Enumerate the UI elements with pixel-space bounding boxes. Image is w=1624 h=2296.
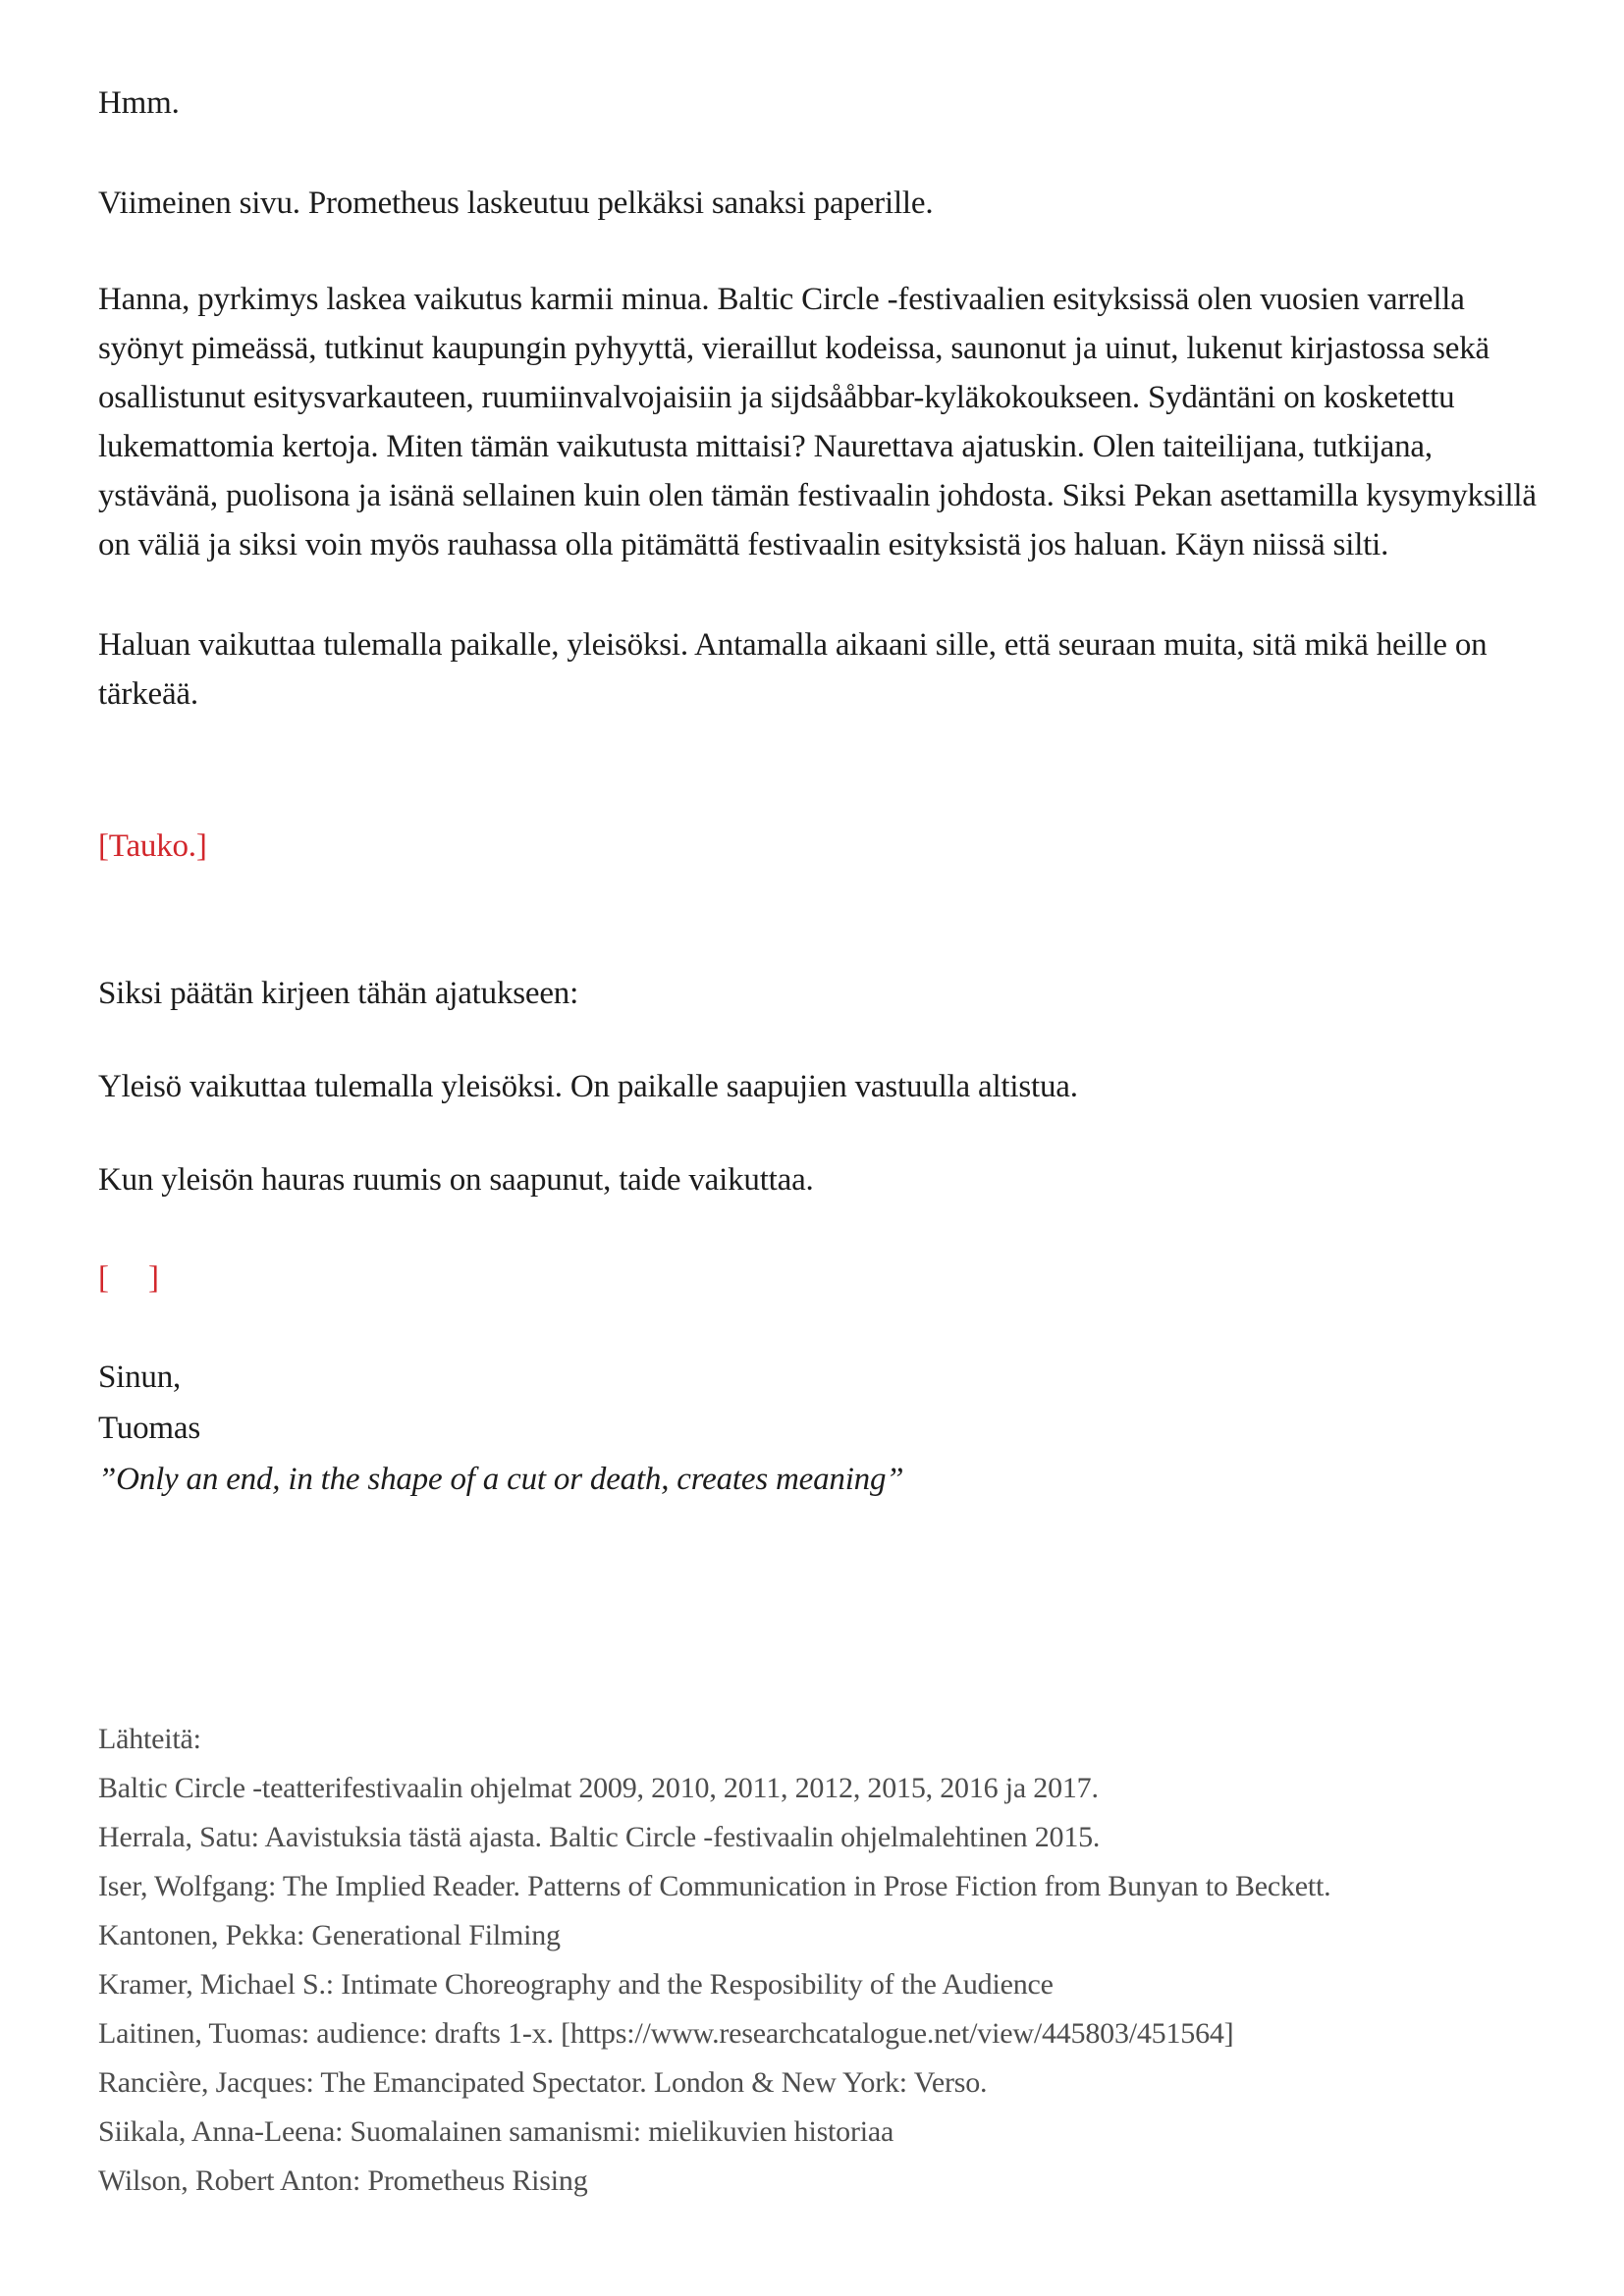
- reference-item: Wilson, Robert Anton: Prometheus Rising: [98, 2164, 588, 2197]
- reference-item: Kramer, Michael S.: Intimate Choreography and the Resposibility of the Audience: [98, 1968, 1054, 2001]
- paragraph-hanna: Hanna, pyrkimys laskea vaikutus karmii minua. Baltic Circle -festivaalien esityksissä olen vuosien varrella syönyt pimeässä, tutkinut kaupungin pyhyyttä, vieraillut kodeissa, saunonut ja uinut, lukenut kirjastossa sekä osallistunut esitysvarkauteen, ruumiinvalvojaisiin ja sijdsååbbar-kyläkokoukseen. Sydäntäni on kosketettu lukemattomia kertoja. Miten tämän vaikutusta mittaisi? Naurettava ajatuskin. Olen taiteilijana, tutkijana, ystävänä, puolisona ja isänä sellainen kuin olen tämän festivaalin johdosta. Siksi Pekan asettamilla kysymyksillä on väliä ja siksi voin myös rauhassa olla pitämättä festivaalin esityksistä jos haluan. Käyn niissä silti.: [98, 282, 1537, 562]
- paragraph-yleiso-vaikuttaa: Yleisö vaikuttaa tulemalla yleisöksi. On paikalle saapujien vastuulla altistua.: [98, 1069, 1078, 1104]
- references-section: [98, 1715, 1540, 2206]
- closing-quote: ”Only an end, in the shape of a cut or death, creates meaning”: [98, 1462, 904, 1497]
- reference-item: Rancière, Jacques: The Emancipated Spectator. London & New York: Verso.: [98, 2066, 988, 2099]
- reference-item: Baltic Circle -teatterifestivaalin ohjelmat 2009, 2010, 2011, 2012, 2015, 2016 ja 2017.: [98, 1772, 1099, 1804]
- reference-item: Siikala, Anna-Leena: Suomalainen samanismi: mielikuvien historiaa: [98, 2115, 894, 2148]
- references-heading: Lähteitä:: [98, 1723, 201, 1755]
- signoff-block: [98, 1352, 1540, 1505]
- reference-item: Iser, Wolfgang: The Implied Reader. Patterns of Communication in Prose Fiction from Bunyan to Beckett.: [98, 1870, 1331, 1902]
- paragraph-siksi-paatan: Siksi päätän kirjeen tähän ajatukseen:: [98, 976, 579, 1011]
- reference-item: Laitinen, Tuomas: audience: drafts 1-x. [https://www.researchcatalogue.net/view/445803/451564]: [98, 2017, 1234, 2050]
- paragraph-hmm: Hmm.: [98, 85, 180, 121]
- stage-direction-empty-brackets: [ ]: [98, 1260, 159, 1296]
- paragraph-kun-yleison: Kun yleisön hauras ruumis on saapunut, taide vaikuttaa.: [98, 1162, 814, 1198]
- reference-item: Herrala, Satu: Aavistuksia tästä ajasta. Baltic Circle -festivaalin ohjelmalehtinen 2015.: [98, 1821, 1101, 1853]
- stage-direction-tauko: [Tauko.]: [98, 828, 207, 864]
- signoff-sinun: Sinun,: [98, 1360, 182, 1395]
- paragraph-viimeinen-sivu: Viimeinen sivu. Prometheus laskeutuu pelkäksi sanaksi paperille.: [98, 186, 934, 221]
- reference-item: Kantonen, Pekka: Generational Filming: [98, 1919, 561, 1951]
- signoff-tuomas: Tuomas: [98, 1411, 200, 1446]
- paragraph-haluan-vaikuttaa: Haluan vaikuttaa tulemalla paikalle, yleisöksi. Antamalla aikaani sille, että seuraan muita, sitä mikä heille on tärkeää.: [98, 627, 1488, 712]
